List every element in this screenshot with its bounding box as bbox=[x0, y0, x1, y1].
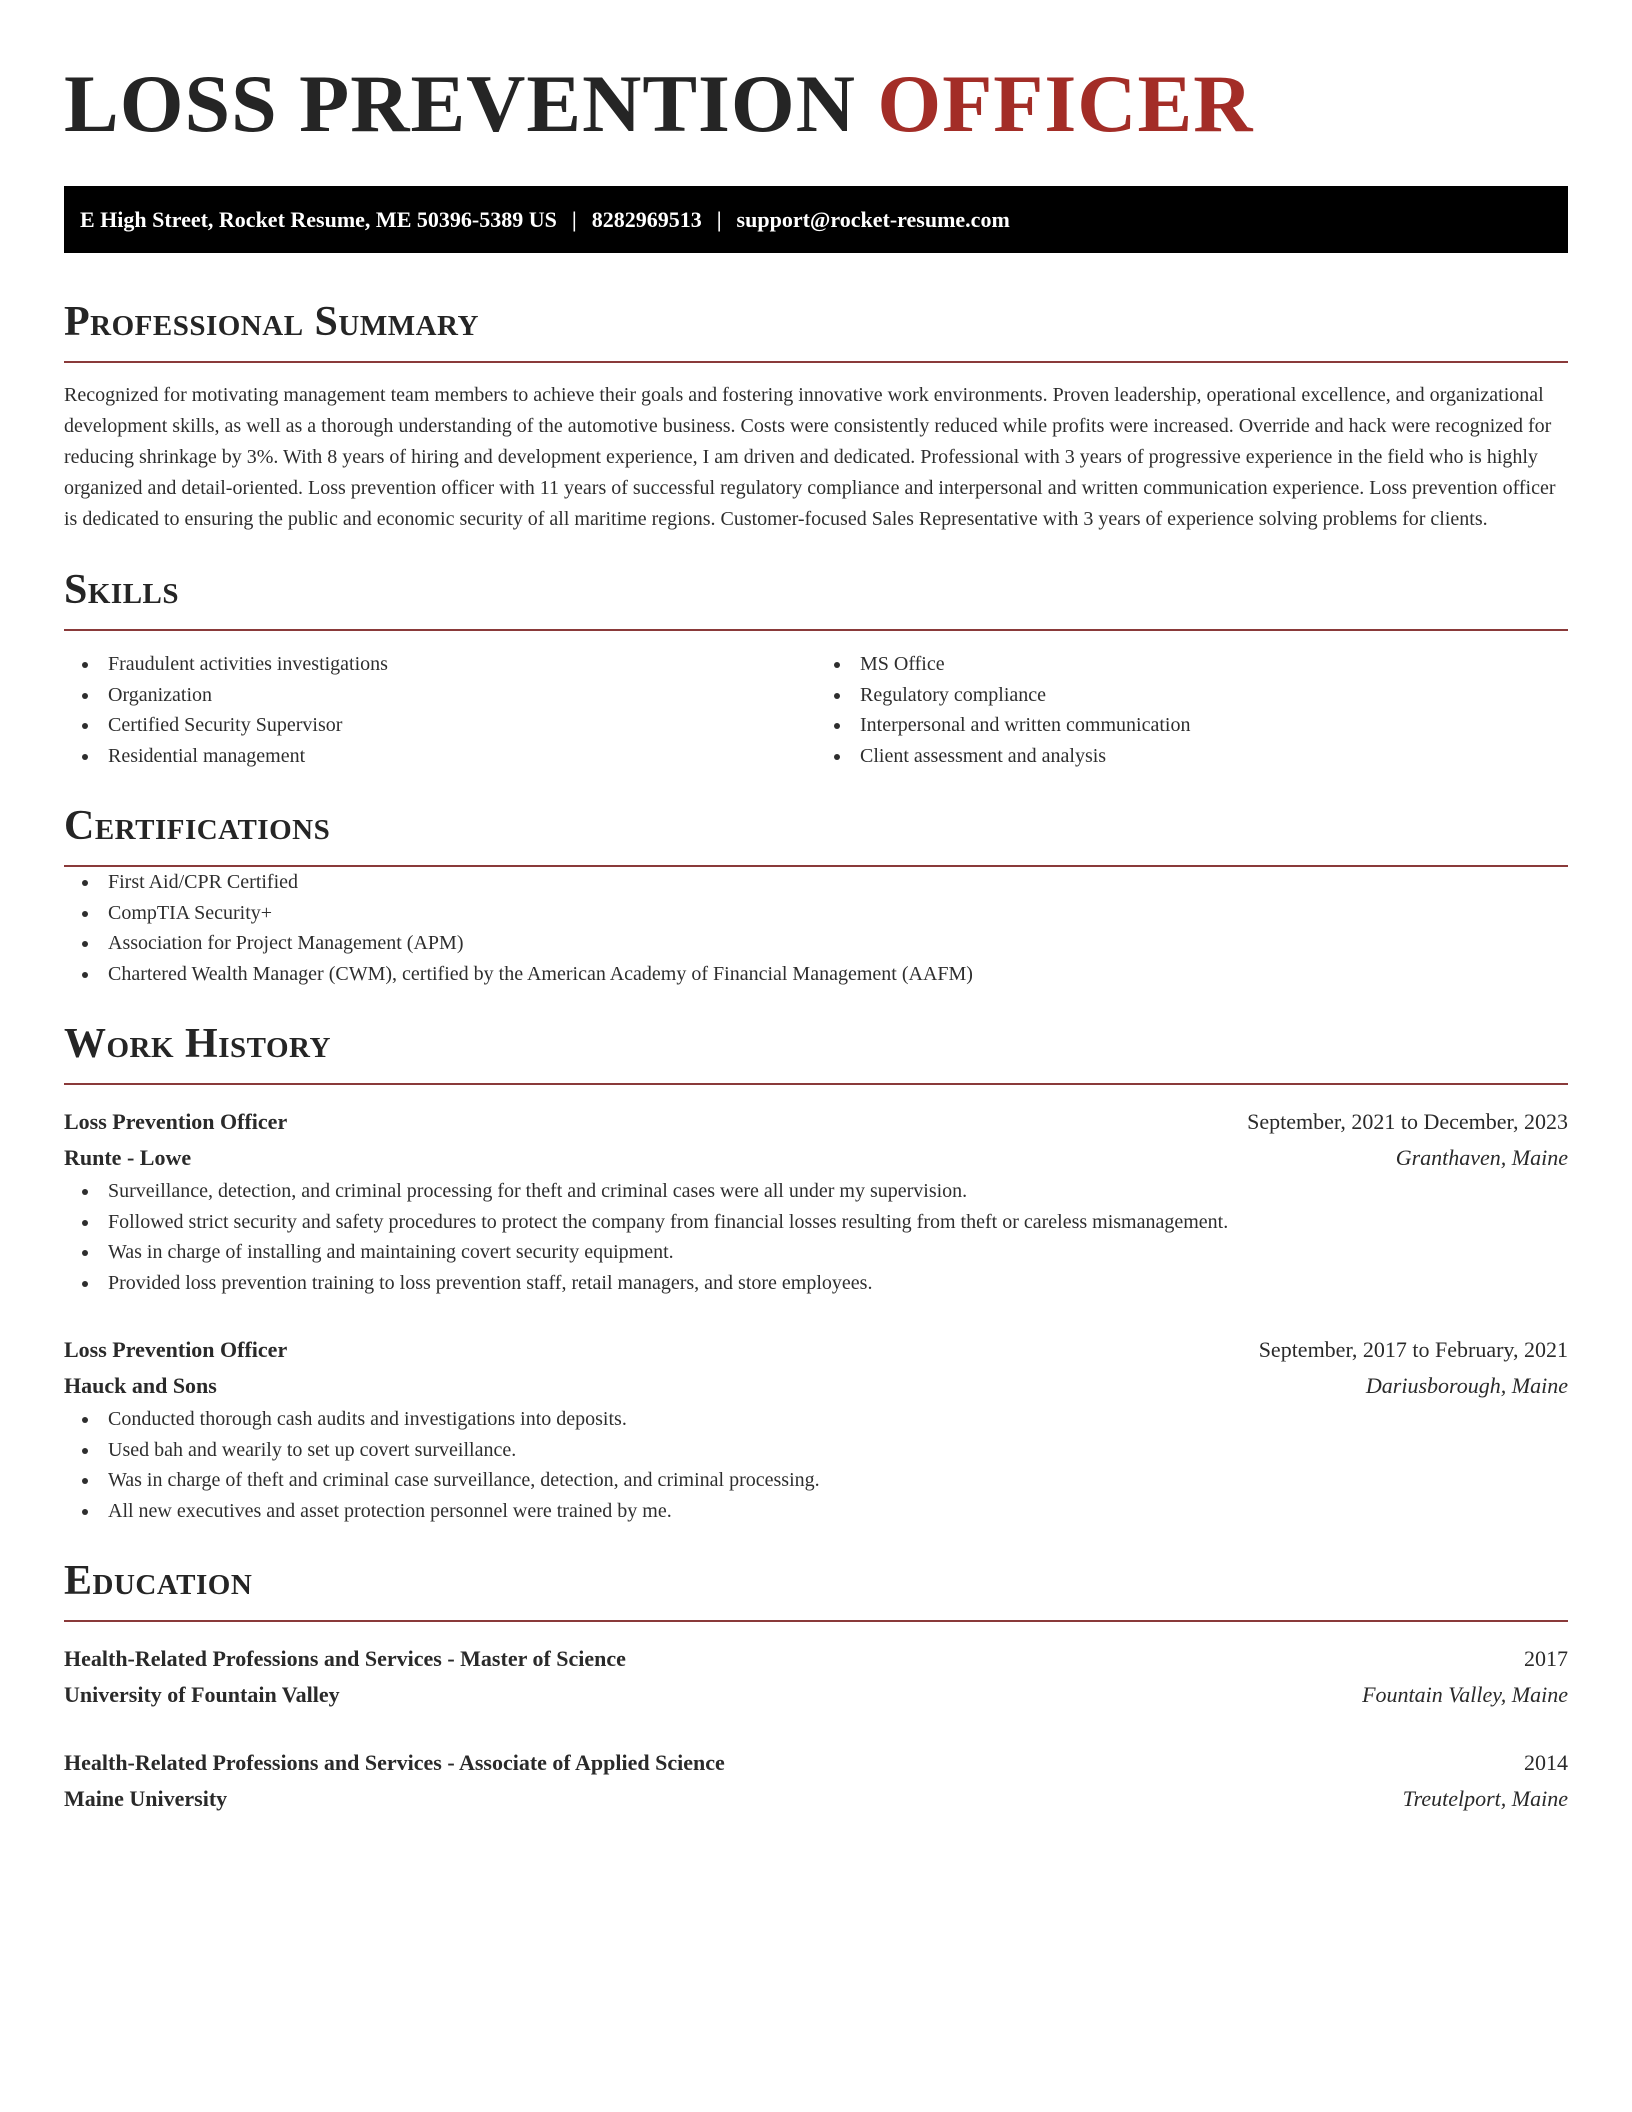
skill-item: MS Office bbox=[816, 649, 1568, 680]
job-duties-list bbox=[64, 1404, 1568, 1526]
job-dates: September, 2017 to February, 2021 bbox=[1258, 1337, 1568, 1362]
contact-address: E High Street, Rocket Resume, ME 50396-5389 US bbox=[80, 207, 557, 232]
job-dates: September, 2021 to December, 2023 bbox=[1247, 1109, 1568, 1134]
work-history-section bbox=[64, 1019, 1568, 1526]
job-title: Loss Prevention Officer bbox=[64, 1109, 288, 1134]
certification-item: CompTIA Security+ bbox=[64, 898, 1568, 929]
job-header-row bbox=[64, 1104, 1568, 1140]
section-divider bbox=[64, 1620, 1568, 1622]
education-school-row bbox=[64, 1677, 1568, 1713]
skill-item: Interpersonal and written communication bbox=[816, 710, 1568, 741]
summary-text: Recognized for motivating management team members to achieve their goals and fostering innovative work environments. Proven leadership, operational excellence, and organizational development skills, as well as a thorough understanding of the automotive business. Costs were consistently reduced while profits were increased. Override and hack were recognized for reducing shrinkage by 3%. With 8 years of hiring and development experience, I am driven and dedicated. Professional with 3 years of progressive experience in the field who is highly organized and detail-oriented. Loss prevention officer with 11 years of successful regulatory compliance and interpersonal and written communication experience. Loss prevention officer is dedicated to ensuring the public and economic security of all maritime regions. Customer-focused Sales Representative with 3 years of experience solving problems for clients. bbox=[64, 384, 1556, 530]
job-location: Granthaven, Maine bbox=[1395, 1145, 1568, 1170]
name-part-2: OFFICER bbox=[877, 58, 1254, 149]
certification-item: Chartered Wealth Manager (CWM), certified by the American Academy of Financial Management (AAFM) bbox=[64, 959, 1568, 990]
job-duty-item: Used bah and wearily to set up covert surveillance. bbox=[64, 1435, 1568, 1466]
skills-list-right bbox=[816, 649, 1568, 771]
job-company: Runte - Lowe bbox=[64, 1145, 192, 1170]
education-school: Maine University bbox=[64, 1786, 228, 1811]
education-school-row bbox=[64, 1781, 1568, 1817]
section-divider bbox=[64, 361, 1568, 363]
skill-item: Organization bbox=[64, 680, 816, 711]
skill-item: Residential management bbox=[64, 741, 816, 772]
education-degree-row bbox=[64, 1641, 1568, 1677]
skills-column-left bbox=[64, 649, 816, 771]
education-degree-row bbox=[64, 1745, 1568, 1781]
job-duty-item: Provided loss prevention training to loss prevention staff, retail managers, and store employees. bbox=[64, 1268, 1568, 1299]
job-entry bbox=[64, 1332, 1568, 1526]
job-company-row bbox=[64, 1368, 1568, 1404]
education-location: Fountain Valley, Maine bbox=[1362, 1682, 1568, 1707]
contact-separator: | bbox=[716, 207, 722, 232]
job-title: Loss Prevention Officer bbox=[64, 1337, 288, 1362]
education-school: University of Fountain Valley bbox=[64, 1682, 340, 1707]
section-title-skills: Skills bbox=[64, 567, 180, 613]
education-year: 2017 bbox=[1524, 1646, 1568, 1671]
education-section bbox=[64, 1556, 1568, 1817]
section-title-education: Education bbox=[64, 1558, 253, 1604]
job-duty-item: Was in charge of theft and criminal case surveillance, detection, and criminal processing. bbox=[64, 1465, 1568, 1496]
skills-grid bbox=[64, 649, 1568, 771]
contact-email[interactable]: support@rocket-resume.com bbox=[736, 207, 1010, 232]
education-location: Treutelport, Maine bbox=[1402, 1786, 1568, 1811]
education-year: 2014 bbox=[1524, 1750, 1568, 1775]
job-duty-item: Followed strict security and safety procedures to protect the company from financial losses resulting from theft or careless mismanagement. bbox=[64, 1207, 1568, 1238]
job-duty-item: Surveillance, detection, and criminal processing for theft and criminal cases were all under my supervision. bbox=[64, 1176, 1568, 1207]
skill-item: Certified Security Supervisor bbox=[64, 710, 816, 741]
education-entry bbox=[64, 1745, 1568, 1817]
certification-item: First Aid/CPR Certified bbox=[64, 867, 1568, 898]
job-duty-item: Was in charge of installing and maintaining covert security equipment. bbox=[64, 1237, 1568, 1268]
summary-section bbox=[64, 297, 1568, 535]
job-company-row bbox=[64, 1140, 1568, 1176]
skill-item: Regulatory compliance bbox=[816, 680, 1568, 711]
job-company: Hauck and Sons bbox=[64, 1373, 217, 1398]
section-title-certifications: Certifications bbox=[64, 803, 331, 849]
education-entry bbox=[64, 1641, 1568, 1713]
skills-list-left bbox=[64, 649, 816, 771]
education-degree: Health-Related Professions and Services - Master of Science bbox=[64, 1646, 626, 1671]
contact-phone: 8282969513 bbox=[591, 207, 702, 232]
job-duty-item: Conducted thorough cash audits and investigations into deposits. bbox=[64, 1404, 1568, 1435]
skills-section bbox=[64, 565, 1568, 771]
job-header-row bbox=[64, 1332, 1568, 1368]
candidate-name bbox=[64, 56, 1568, 152]
section-title-summary: Professional Summary bbox=[64, 299, 479, 345]
certifications-section bbox=[64, 801, 1568, 989]
certification-item: Association for Project Management (APM) bbox=[64, 928, 1568, 959]
certifications-list bbox=[64, 867, 1568, 989]
contact-separator: | bbox=[571, 207, 577, 232]
job-duty-item: All new executives and asset protection personnel were trained by me. bbox=[64, 1496, 1568, 1527]
name-part-1: LOSS PREVENTION bbox=[64, 58, 856, 149]
skill-item: Client assessment and analysis bbox=[816, 741, 1568, 772]
contact-bar bbox=[64, 186, 1568, 253]
education-degree: Health-Related Professions and Services - Associate of Applied Science bbox=[64, 1750, 725, 1775]
skills-column-right bbox=[816, 649, 1568, 771]
section-divider bbox=[64, 629, 1568, 631]
job-location: Dariusborough, Maine bbox=[1365, 1373, 1568, 1398]
job-entry bbox=[64, 1104, 1568, 1298]
job-duties-list bbox=[64, 1176, 1568, 1298]
section-title-work-history: Work History bbox=[64, 1021, 331, 1067]
section-divider bbox=[64, 1083, 1568, 1085]
skill-item: Fraudulent activities investigations bbox=[64, 649, 816, 680]
